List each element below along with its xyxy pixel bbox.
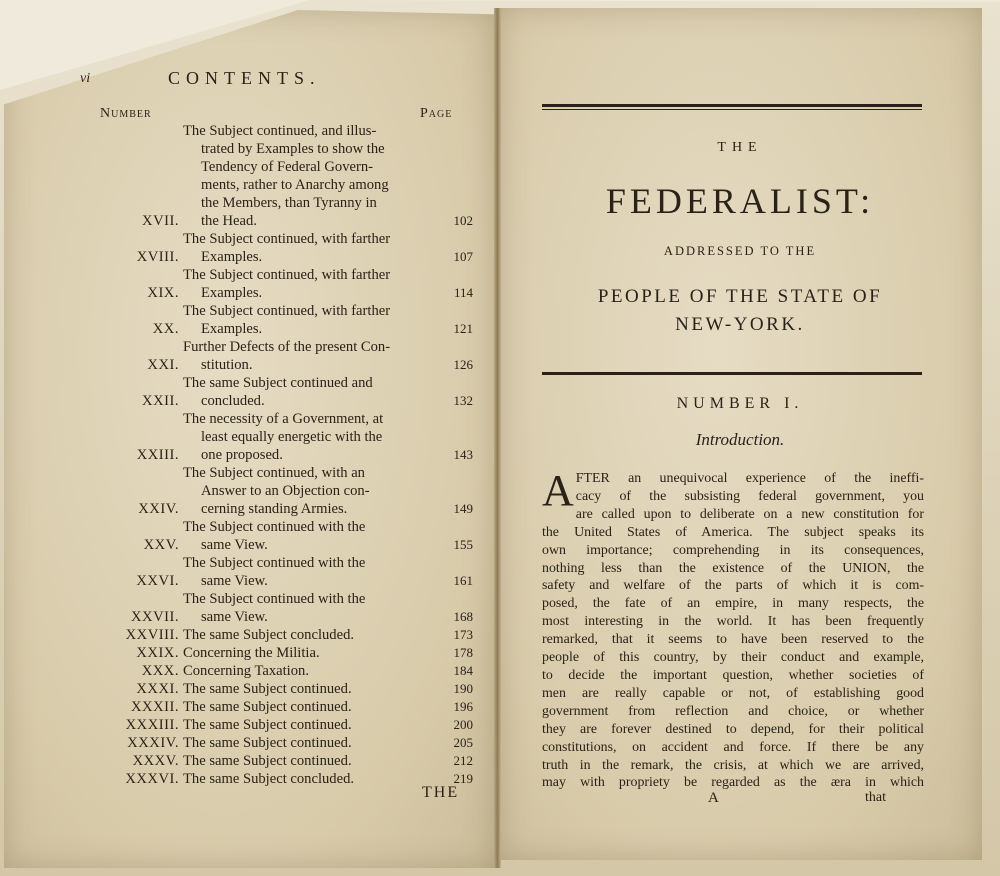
column-head-number: Number [100, 106, 152, 121]
toc-description-line: same View. [201, 537, 268, 553]
toc-page-number: 212 [453, 753, 473, 768]
toc-entry [95, 698, 475, 716]
toc-page-number: 107 [453, 249, 473, 264]
body-line: to decide the important question, whether societies of [542, 667, 924, 683]
body-line: most interesting in the world. It has been frequently [542, 614, 924, 630]
toc-entry [95, 734, 475, 752]
toc-number: XXXIII. [125, 717, 179, 733]
title-federalist: FEDERALIST: [605, 181, 875, 221]
toc-entry [95, 266, 475, 302]
people-line-1: PEOPLE OF THE STATE OF [597, 286, 883, 307]
toc-page-number: 121 [453, 321, 473, 336]
toc-entry [95, 752, 475, 770]
toc-page-number: 155 [453, 537, 473, 552]
toc-number: XXXV. [132, 753, 179, 769]
toc-description-line: Concerning the Militia. [183, 645, 320, 661]
contents-heading: CONTENTS. [168, 68, 321, 88]
toc-description [183, 554, 433, 590]
toc-description-line: The same Subject continued. [183, 735, 352, 751]
addressed-line: ADDRESSED TO THE [663, 244, 817, 258]
catchword-left: THE [422, 784, 460, 801]
toc-page-number: 168 [453, 609, 473, 624]
toc-description-line: one proposed. [201, 447, 283, 463]
toc-entry [95, 518, 475, 554]
toc-entry [95, 554, 475, 590]
toc-description-line: The Subject continued, and illus- [183, 123, 377, 139]
toc-entry [95, 464, 475, 518]
toc-description-line: The Subject continued with the [183, 591, 366, 607]
toc-description-line: same View. [201, 609, 268, 625]
toc-entry [95, 410, 475, 464]
toc-description-line: trated by Examples to show the [201, 141, 385, 157]
toc-description-line: least equally energetic with the [201, 429, 383, 445]
toc-number: XXIV. [138, 501, 179, 517]
people-heading [500, 283, 980, 339]
toc-description-line: The Subject continued, with farther [183, 303, 391, 319]
top-double-rule [542, 104, 922, 107]
toc-description-line: The same Subject continued. [183, 717, 352, 733]
column-head-page: Page [420, 106, 453, 121]
toc-page-number: 200 [453, 717, 473, 732]
toc-number: XVIII. [136, 249, 179, 265]
toc-description-line: concluded. [201, 393, 265, 409]
page-folio: vi [80, 71, 91, 86]
running-head [80, 68, 321, 88]
toc-page-number: 184 [453, 663, 473, 678]
toc-page-number: 190 [453, 681, 473, 696]
toc-description-line: The Subject continued, with farther [183, 231, 391, 247]
toc-description-line: The Subject continued with the [183, 555, 366, 571]
toc-number: XX. [152, 321, 179, 337]
toc-description-line: the Members, than Tyranny in [201, 195, 377, 211]
body-line: FTER an unequivocal experience of the ineffi- [575, 471, 924, 486]
toc-page-number: 143 [453, 447, 473, 462]
toc-number: XXXII. [131, 699, 179, 715]
toc-entry [95, 716, 475, 734]
toc-description [183, 374, 433, 410]
toc-page-number: 205 [453, 735, 473, 750]
toc-description [183, 410, 433, 464]
toc-description [183, 122, 433, 230]
toc-number: XXII. [142, 393, 179, 409]
toc-entry [95, 680, 475, 698]
mid-rule [542, 372, 922, 375]
toc-number: XXXIV. [127, 735, 179, 751]
toc-number: XXVIII. [125, 627, 179, 643]
toc-description-line: ments, rather to Anarchy among [201, 177, 389, 193]
toc-entry [95, 626, 475, 644]
toc-page-number: 196 [453, 699, 473, 714]
body-line: own importance; comprehending in its consequences, [542, 542, 924, 558]
toc-number: XVII. [142, 213, 179, 229]
toc-description [183, 752, 433, 770]
body-line: posed, the fate of an empire, in many respects, the [542, 596, 924, 612]
toc-number: XXX. [141, 663, 179, 679]
body-line: truth in the remark, the crisis, at which we are arrived, [542, 757, 924, 773]
toc-description [183, 734, 433, 752]
body-line: cacy of the subsisting federal government, you [575, 488, 924, 504]
toc-description [183, 338, 433, 374]
toc-description-line: same View. [201, 573, 268, 589]
toc-description [183, 716, 433, 734]
toc-description-line: the Head. [201, 213, 257, 229]
toc-entry [95, 302, 475, 338]
toc-description-line: Examples. [201, 285, 263, 301]
toc-entry [95, 644, 475, 662]
toc-description [183, 626, 433, 644]
toc-description-line: cerning standing Armies. [201, 501, 348, 517]
body-line: the United States of America. The subject speaks its [542, 524, 924, 540]
toc-entry [95, 590, 475, 626]
toc-description-line: Tendency of Federal Govern- [201, 159, 374, 175]
body-line: remarked, that it seems to have been reserved to the [542, 632, 924, 648]
toc-entry [95, 770, 475, 788]
body-line: are called upon to deliberate on a new constitution for [575, 506, 924, 522]
toc-number: XIX. [147, 285, 179, 301]
toc-page-number: 126 [453, 357, 473, 372]
toc-page-number: 219 [453, 771, 473, 786]
toc-page-number: 173 [453, 627, 473, 642]
toc-description [183, 590, 433, 626]
toc-description-line: The necessity of a Government, at [183, 411, 384, 427]
toc-number: XXXVI. [125, 771, 179, 787]
introduction-heading: Introduction. [695, 430, 785, 449]
toc-description [183, 770, 433, 788]
toc-description-line: The same Subject continued. [183, 699, 352, 715]
toc-description-line: Answer to an Objection con- [201, 483, 370, 499]
title-the: THE [717, 140, 763, 155]
toc-description-line: The same Subject continued. [183, 753, 352, 769]
toc-page-number: 114 [453, 285, 473, 300]
body-line: people of this country, by their conduct and example, [542, 650, 924, 666]
toc-description [183, 680, 433, 698]
toc-description [183, 662, 433, 680]
toc-page-number: 149 [453, 501, 473, 516]
number-heading: NUMBER I. [676, 395, 804, 412]
toc-number: XXXI. [136, 681, 179, 697]
toc-entry [95, 230, 475, 266]
toc-description-line: Further Defects of the present Con- [183, 339, 391, 355]
toc-description-line: The same Subject concluded. [183, 771, 355, 787]
toc-entry [95, 122, 475, 230]
toc-description-line: Examples. [201, 321, 263, 337]
body-line: may with propriety be regarded as the æra in which [542, 775, 924, 791]
signature-mark: A [708, 790, 719, 806]
body-line: government from reflection and choice, or whether [542, 703, 924, 719]
body-line: constitutions, on accident and force. If there be any [542, 739, 924, 755]
toc-number: XXV. [143, 537, 179, 553]
toc-description [183, 266, 433, 302]
toc-number: XXVI. [136, 573, 179, 589]
essay-body [542, 466, 924, 792]
toc-description-line: stitution. [201, 357, 253, 373]
toc-description-line: Concerning Taxation. [183, 663, 309, 679]
catchword-right: that [865, 790, 886, 805]
toc-number: XXVII. [131, 609, 179, 625]
body-line: they are forever destined to depend, for their political [542, 721, 924, 737]
toc-page-number: 178 [453, 645, 473, 660]
toc-number: XXI. [147, 357, 179, 373]
toc-entry [95, 662, 475, 680]
toc-description-line: The same Subject continued and [183, 375, 373, 391]
toc-page-number: 102 [453, 213, 473, 228]
body-line: men are really capable or not, of establishing good [542, 685, 924, 701]
toc-page-number: 161 [453, 573, 473, 588]
toc-description-line: The Subject continued, with an [183, 465, 365, 481]
toc-number: XXIII. [136, 447, 179, 463]
toc-description-line: The Subject continued with the [183, 519, 366, 535]
toc-description [183, 464, 433, 518]
toc-description [183, 698, 433, 716]
toc-entry [95, 374, 475, 410]
drop-cap: A [542, 466, 574, 515]
body-line: nothing less than the existence of the UNION, the [542, 560, 924, 576]
toc-description [183, 518, 433, 554]
toc-description-line: The same Subject continued. [183, 681, 352, 697]
toc-entry [95, 338, 475, 374]
toc-description-line: The same Subject concluded. [183, 627, 355, 643]
toc-description-line: Examples. [201, 249, 263, 265]
toc-description [183, 644, 433, 662]
toc-description-line: The Subject continued, with farther [183, 267, 391, 283]
body-line: safety and welfare of the parts of which it is com- [542, 578, 924, 594]
toc-description [183, 302, 433, 338]
table-of-contents [95, 122, 475, 788]
people-line-2: NEW-YORK. [675, 314, 805, 335]
toc-page-number: 132 [453, 393, 473, 408]
toc-description [183, 230, 433, 266]
toc-number: XXIX. [136, 645, 179, 661]
